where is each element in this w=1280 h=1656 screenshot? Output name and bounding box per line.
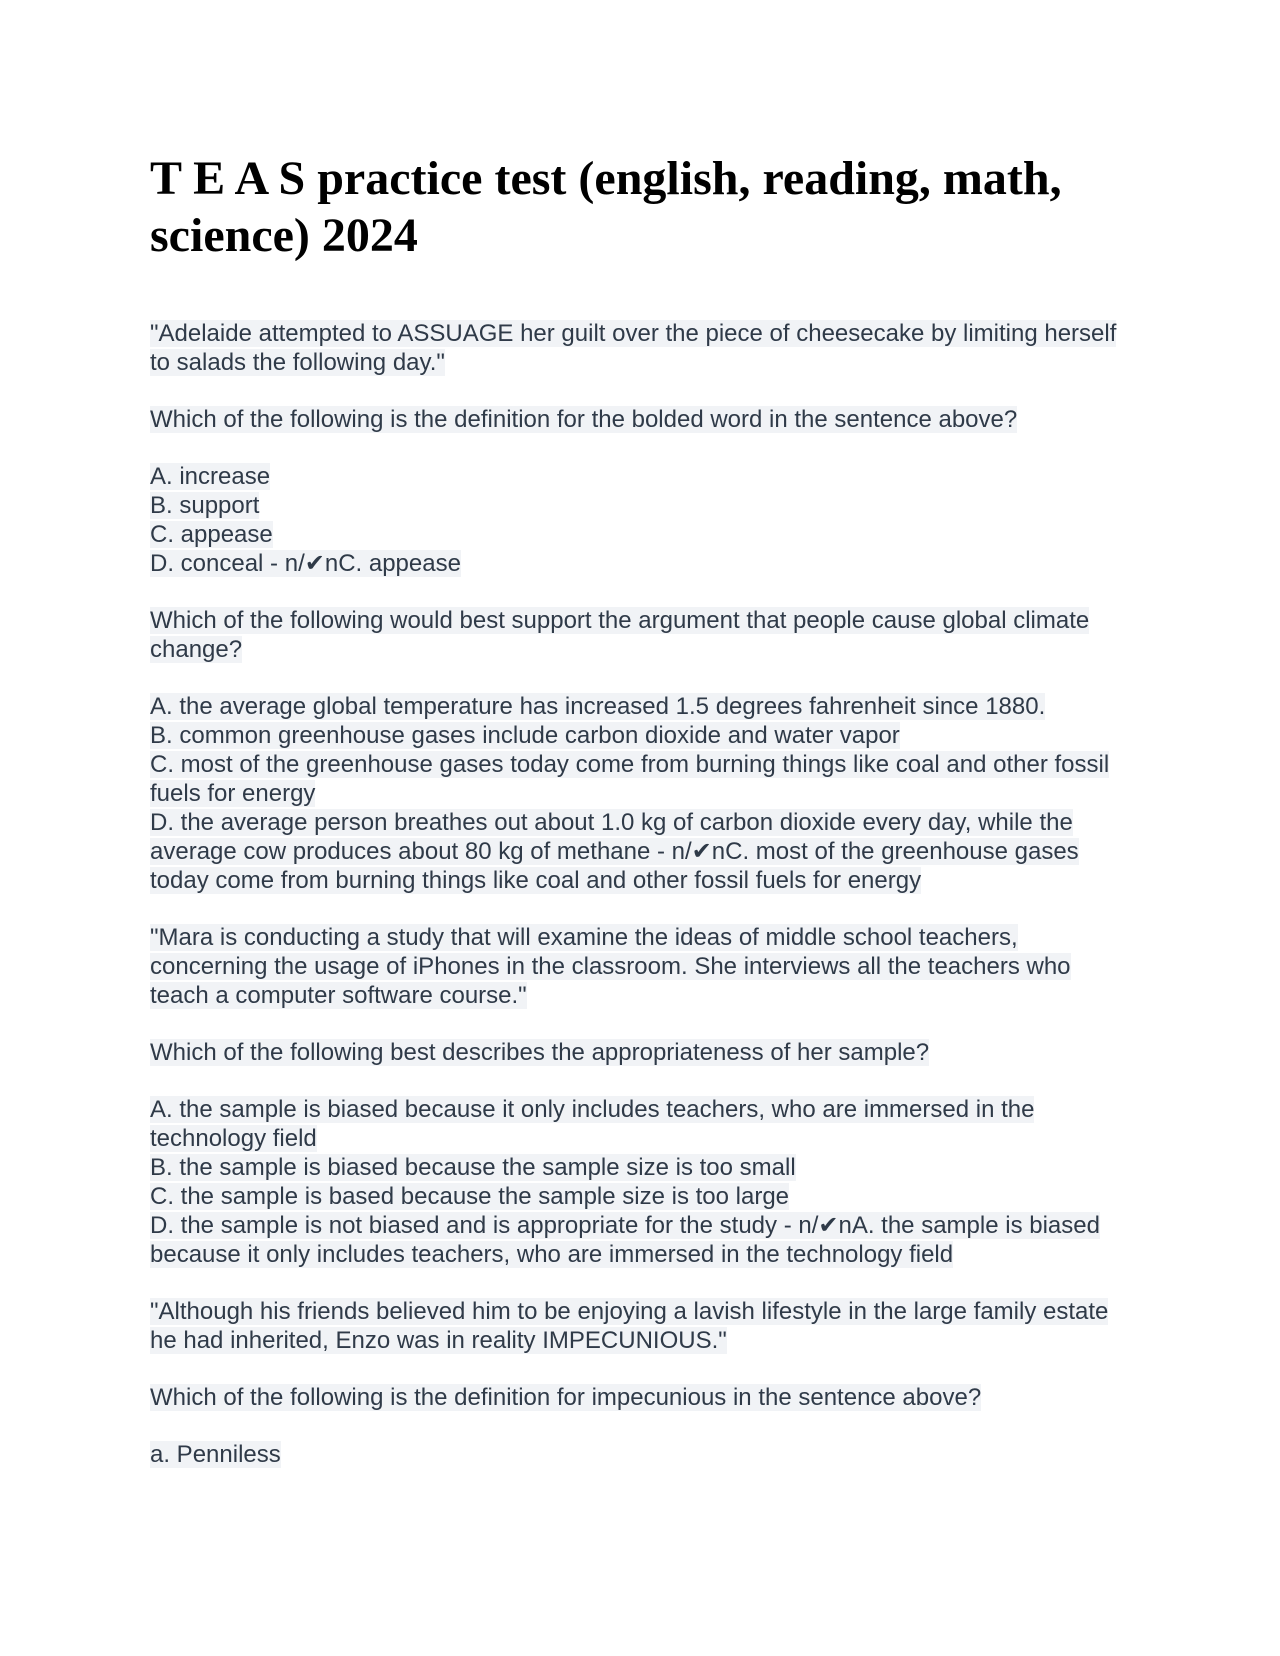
question-3-options (150, 1095, 1130, 1269)
option-c: C. most of the greenhouse gases today come from burning things like coal and other fossil fuels for energy (150, 751, 1110, 807)
question-3-prompt (150, 923, 1130, 1010)
option-d-with-answer: D. the average person breathes out about 1.0 kg of carbon dioxide every day, while the average cow produces about 80 kg of methane - n/✔nC. most of the greenhouse gases today come from burning things like coal and other fossil fuels for energy (150, 809, 1079, 894)
option-a: A. the sample is biased because it only includes teachers, who are immersed in the technology field (150, 1096, 1035, 1152)
question-2-question (150, 606, 1130, 664)
option-b: B. support (150, 492, 260, 519)
question-1-options (150, 462, 1130, 578)
question-4-prompt (150, 1297, 1130, 1355)
prompt-text: "Adelaide attempted to ASSUAGE her guilt over the piece of cheesecake by limiting herself to salads the following day." (150, 320, 1117, 376)
option-a: A. the average global temperature has increased 1.5 degrees fahrenheit since 1880. (150, 693, 1046, 720)
option-d-with-answer: D. conceal - n/✔nC. appease (150, 550, 461, 577)
question-4-options (150, 1440, 1130, 1469)
question-2-options (150, 692, 1130, 895)
prompt-text: "Although his friends believed him to be enjoying a lavish lifestyle in the large family estate he had inherited, Enzo was in reality IMPECUNIOUS." (150, 1298, 1109, 1354)
option-c: C. the sample is based because the sample size is too large (150, 1183, 790, 1210)
option-d-with-answer: D. the sample is not biased and is appropriate for the study - n/✔nA. the sample is biased because it only includes teachers, who are immersed in the technology field (150, 1212, 1100, 1268)
question-text: Which of the following is the definition for the bolded word in the sentence above? (150, 406, 1018, 433)
option-c: C. appease (150, 521, 273, 548)
question-3-question (150, 1038, 1130, 1067)
option-b: B. the sample is biased because the sample size is too small (150, 1154, 796, 1181)
question-text: Which of the following would best support the argument that people cause global climate change? (150, 607, 1090, 663)
prompt-text: "Mara is conducting a study that will examine the ideas of middle school teachers, concerning the usage of iPhones in the classroom. She interviews all the teachers who teach a computer software course." (150, 924, 1071, 1009)
question-4-question (150, 1383, 1130, 1412)
option-a: A. increase (150, 463, 271, 490)
question-1-prompt (150, 319, 1130, 377)
document-title: T E A S practice test (english, reading, math, science) 2024 (150, 152, 1062, 262)
option-b: B. common greenhouse gases include carbon dioxide and water vapor (150, 722, 900, 749)
option-a: a. Penniless (150, 1441, 281, 1468)
question-1-question (150, 405, 1130, 434)
question-text: Which of the following best describes the appropriateness of her sample? (150, 1039, 930, 1066)
document-page (150, 150, 1130, 1497)
question-text: Which of the following is the definition for impecunious in the sentence above? (150, 1384, 982, 1411)
